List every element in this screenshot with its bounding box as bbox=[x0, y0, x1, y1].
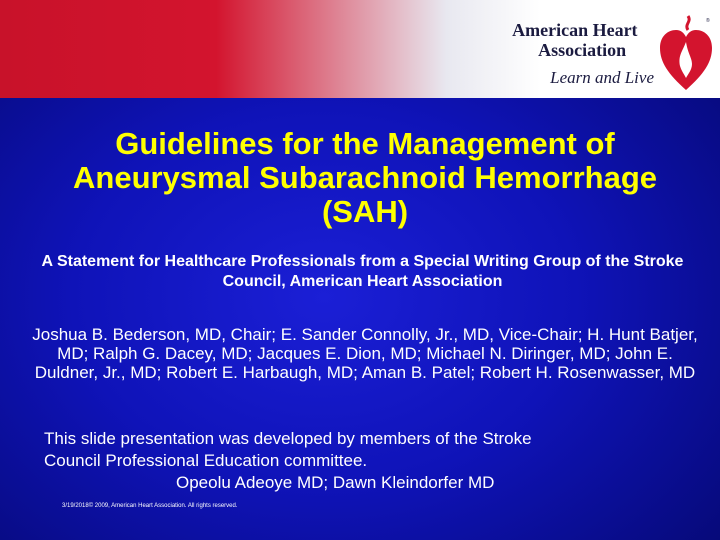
brand-tagline: Learn and Live bbox=[550, 68, 654, 87]
svg-text:®: ® bbox=[706, 18, 710, 24]
note-line-1: This slide presentation was developed by members of the Stroke bbox=[44, 429, 532, 448]
brand-name-line2: Association bbox=[538, 40, 627, 60]
header-band bbox=[0, 0, 720, 98]
heart-torch-icon bbox=[658, 12, 714, 92]
copyright-footer: 3/19/2018© 2009, American Heart Association. All rights reserved. bbox=[62, 503, 238, 509]
brand-name-line1: American Heart bbox=[512, 20, 638, 40]
aha-brand bbox=[512, 20, 654, 88]
presentation-note bbox=[44, 428, 684, 494]
note-presenters: Opeolu Adeoye MD; Dawn Kleindorfer MD bbox=[176, 473, 495, 492]
author-list: Joshua B. Bederson, MD, Chair; E. Sander Connolly, Jr., MD, Vice-Chair; H. Hunt Batjer, MD; Ralph G. Dacey, MD; Jacques E. Dion, MD; Michael N. Diringer, MD; John E. Duldner, Jr., MD; Robert E. Harbaugh, MD; Aman B. Patel; Robert H. Rosenwasser, MD bbox=[32, 325, 698, 382]
note-line-2: Council Professional Education committee. bbox=[44, 451, 368, 470]
slide-subtitle: A Statement for Healthcare Professionals from a Special Writing Group of the Stroke Council, American Heart Association bbox=[41, 253, 684, 290]
slide-title: Guidelines for the Management of Aneurysmal Subarachnoid Hemorrhage (SAH) bbox=[73, 126, 657, 229]
